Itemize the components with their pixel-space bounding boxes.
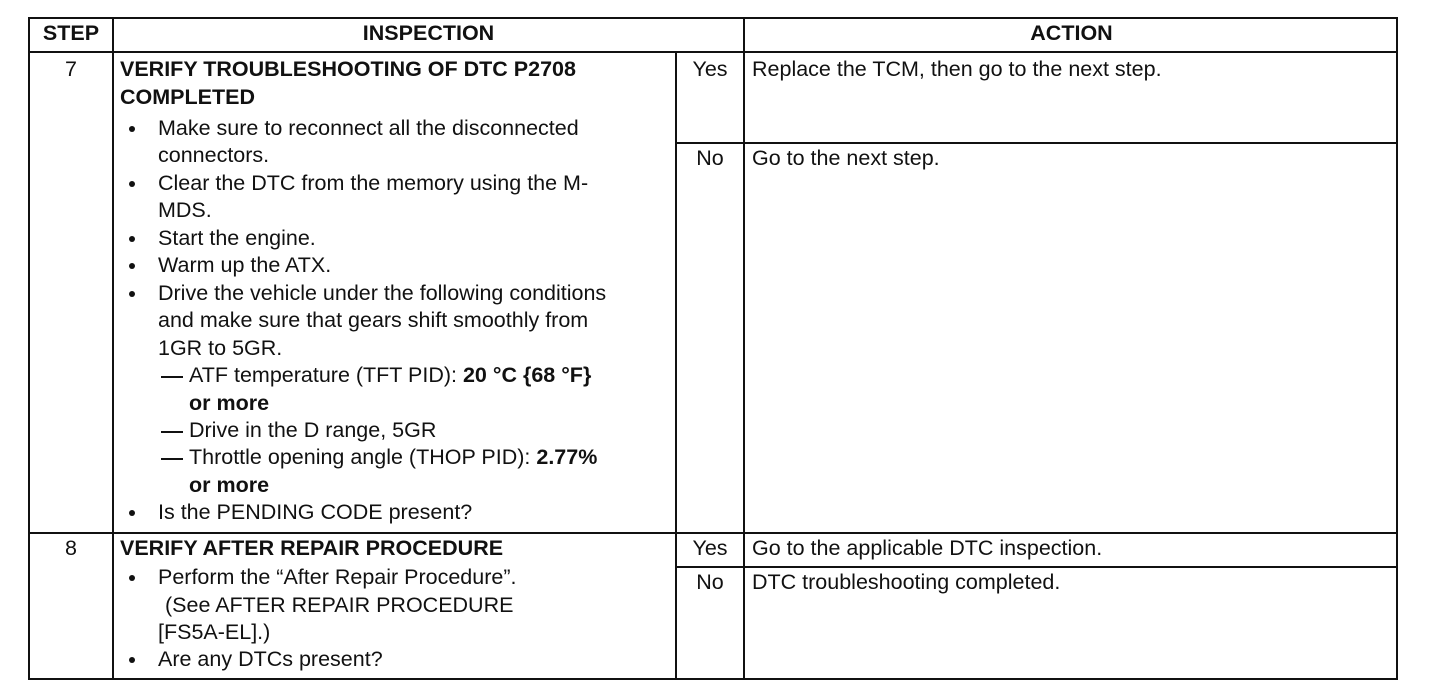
inspection-line: Perform the “After Repair Procedure”. [158, 565, 517, 589]
yes-label: Yes [692, 57, 728, 81]
inspection-line: Clear the DTC from the memory using the M- [158, 171, 589, 195]
no-action: DTC troubleshooting completed. [752, 570, 1061, 594]
yes-action: Go to the applicable DTC inspection. [752, 536, 1103, 560]
col-divider-action [743, 17, 745, 680]
inspection-line: and make sure that gears shift smoothly from [158, 308, 589, 332]
inspection-subline: ATF temperature (TFT PID): 20 °C {68 °F} [189, 363, 592, 387]
yes-label: Yes [692, 536, 728, 560]
no-label: No [696, 146, 724, 170]
bullet-icon [129, 181, 135, 187]
inspection-title: VERIFY AFTER REPAIR PROCEDURE [120, 536, 504, 560]
no-action: Go to the next step. [752, 146, 940, 170]
inspection-line: [FS5A-EL].) [158, 620, 271, 644]
inspection-line: Make sure to reconnect all the disconnected [158, 116, 579, 140]
col-divider-step [112, 17, 114, 680]
header-inspection: INSPECTION [362, 21, 495, 45]
bullet-icon [129, 510, 135, 516]
bullet-icon [129, 291, 135, 297]
row7-yes-no-divider [675, 142, 1398, 144]
yes-action: Replace the TCM, then go to the next step. [752, 57, 1162, 81]
no-label: No [696, 570, 724, 594]
dash-icon [161, 431, 183, 433]
inspection-line: Warm up the ATX. [158, 253, 332, 277]
inspection-line: Drive the vehicle under the following conditions [158, 281, 607, 305]
dash-icon [161, 376, 183, 378]
header-divider [28, 51, 1398, 53]
inspection-title: COMPLETED [120, 85, 255, 109]
inspection-title: VERIFY TROUBLESHOOTING OF DTC P2708 [120, 57, 576, 81]
inspection-subline: Throttle opening angle (THOP PID): 2.77% [189, 445, 598, 469]
bullet-icon [129, 657, 135, 663]
inspection-question: Are any DTCs present? [158, 647, 383, 671]
inspection-line: MDS. [158, 198, 212, 222]
step-number: 8 [65, 536, 77, 560]
step-number: 7 [65, 57, 77, 81]
inspection-question: Is the PENDING CODE present? [158, 500, 473, 524]
inspection-line: 1GR to 5GR. [158, 336, 283, 360]
row-divider [28, 532, 1398, 534]
bullet-icon [129, 236, 135, 242]
bullet-icon [129, 575, 135, 581]
inspection-line: (See AFTER REPAIR PROCEDURE [165, 593, 514, 617]
inspection-subline: Drive in the D range, 5GR [189, 418, 437, 442]
bullet-icon [129, 126, 135, 132]
inspection-subline: or more [189, 391, 270, 415]
inspection-subline: or more [189, 473, 270, 497]
inspection-line: connectors. [158, 143, 270, 167]
bullet-icon [129, 263, 135, 269]
dash-icon [161, 458, 183, 460]
header-step: STEP [42, 21, 100, 45]
header-action: ACTION [1030, 21, 1113, 45]
inspection-line: Start the engine. [158, 226, 316, 250]
row8-yes-no-divider [675, 566, 1398, 568]
